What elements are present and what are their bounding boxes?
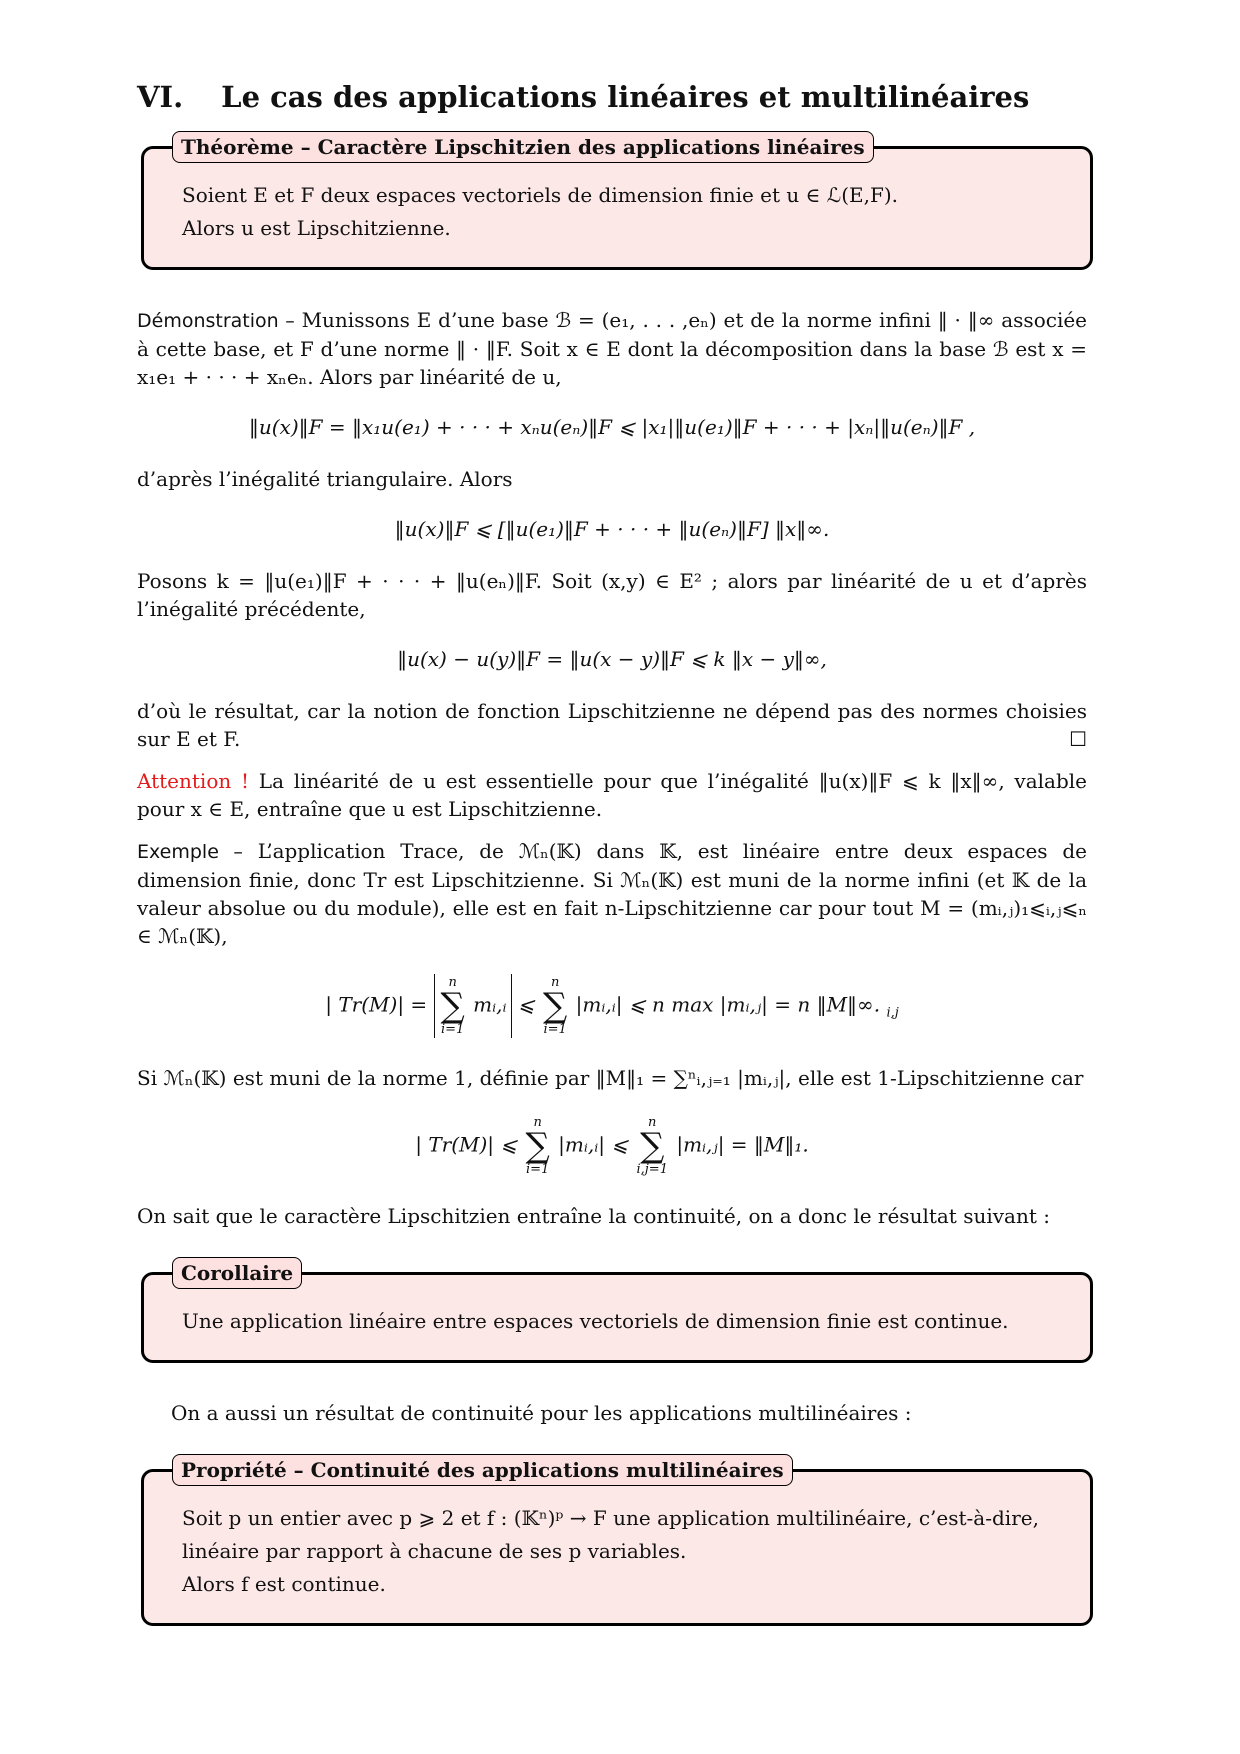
theorem-box [141,135,1093,270]
proof-paragraph-2: d’après l’inégalité triangulaire. Alors [137,467,513,491]
page [137,80,1087,1662]
property-label: Propriété – Continuité des applications multilinéaires [172,1454,793,1486]
sum-top: n [550,975,560,990]
section-title [137,80,1087,114]
sum-bottom: i,j=1 [636,1162,668,1177]
attention-label: Attention ! [137,769,250,793]
example-label: Exemple – [137,841,243,863]
proof-equation-1: ‖u(x)‖F = ‖x₁u(e₁) + · · · + xₙu(eₙ)‖F ⩽ |x₁|‖u(e₁)‖F + · · · + |xₙ|‖u(eₙ)‖F , [248,415,976,439]
proof-text-4: d’où le résultat, car la notion de fonction Lipschitzienne ne dépend pas des normes choisies sur E et F. [137,699,1087,751]
section-heading: Le cas des applications linéaires et multilinéaires [221,80,1030,114]
eq2-left: | Tr(M)| ⩽ [415,1132,518,1157]
example-equation-1 [137,974,1087,1038]
proof-paragraph-1 [137,306,1087,391]
example-equation-2 [137,1116,1087,1176]
theorem-line-1: Soient E et F deux espaces vectoriels de dimension finie et u ∈ ℒ(E,F). [182,183,898,207]
sum-bottom: i=1 [525,1162,550,1177]
corollary-label: Corollaire [172,1257,302,1289]
eq2-term-2: |mᵢ,ⱼ| = ‖M‖₁. [676,1132,809,1157]
eq1-sum-1 [441,976,465,1036]
eq1-sum1-term: mᵢ,ᵢ [473,992,507,1017]
eq1-right: |mᵢ,ᵢ| ⩽ n max |mᵢ,ⱼ| = n ‖M‖∞. [575,992,881,1017]
corollary-line-1: Une application linéaire entre espaces vectoriels de dimension finie est continue. [182,1309,1009,1333]
qed-square-icon: ☐ [1069,727,1087,751]
proof-paragraph-4 [137,697,1087,753]
eq1-left: | Tr(M)| = [325,992,428,1017]
sum-bottom: i=1 [441,1022,465,1037]
eq2-term-1: |mᵢ,ᵢ| ⩽ [558,1132,629,1157]
sigma-icon: ∑ [525,1126,550,1166]
eq1-sum-2 [543,976,567,1036]
proof-label: Démonstration – [137,310,295,332]
proof-text-1: Munissons E d’une base ℬ = (e₁, . . . ,eₙ) et de la norme infini ‖ · ‖∞ associée à cette base, et F d’une norme ‖ · ‖F. Soit x ∈ E dont la décomposition dans la base ℬ est x = x₁e₁ + · · · + xₙeₙ. Alors par linéarité de u, [137,308,1088,389]
eq1-abs-sum [434,974,512,1038]
example-paragraph-2: Si ℳₙ(𝕂) est muni de la norme 1, définie par ‖M‖₁ = ∑ⁿᵢ,ⱼ₌₁ |mᵢ,ⱼ|, elle est 1-Lipschitzienne car [137,1066,1084,1090]
attention-text: La linéarité de u est essentielle pour que l’inégalité ‖u(x)‖F ⩽ k ‖x‖∞, valable pour x ∈ E, entraîne que u est Lipschitzienne. [137,769,1088,821]
example-paragraph [137,837,1087,950]
sum-bottom: i=1 [543,1022,567,1037]
proof-paragraph-3: Posons k = ‖u(e₁)‖F + · · · + ‖u(eₙ)‖F. Soit (x,y) ∈ E² ; alors par linéarité de u et d’après l’inégalité précédente, [137,569,1087,621]
proof-equation-2: ‖u(x)‖F ⩽ [‖u(e₁)‖F + · · · + ‖u(eₙ)‖F] ‖x‖∞. [394,517,830,541]
sigma-icon: ∑ [543,986,568,1026]
section-number: VI. [137,80,184,114]
eq1-mid: ⩽ [517,992,535,1017]
sigma-icon: ∑ [640,1126,665,1166]
eq2-sum-1 [526,1116,550,1176]
sigma-icon: ∑ [440,986,465,1026]
proof-equation-3: ‖u(x) − u(y)‖F = ‖u(x − y)‖F ⩽ k ‖x − y‖∞, [397,647,827,671]
example-text: L’application Trace, de ℳₙ(𝕂) dans 𝕂, est linéaire entre deux espaces de dimension finie, donc Tr est Lipschitzienne. Si ℳₙ(𝕂) est muni de la norme infini (et 𝕂 de la valeur absolue ou du module), elle est en fait n-Lipschitzienne car pour tout M = (mᵢ,ⱼ)₁⩽ᵢ,ⱼ⩽ₙ ∈ ℳₙ(𝕂), [137,839,1088,948]
property-line-2: linéaire par rapport à chacune de ses p variables. [182,1539,687,1563]
eq1-max-sub: i,j [886,1005,899,1021]
eq2-sum-2 [636,1116,667,1176]
sum-top: n [648,1115,657,1130]
property-box [141,1458,1093,1626]
property-line-3: Alors f est continue. [182,1572,386,1596]
sum-top: n [448,975,457,990]
theorem-label: Théorème – Caractère Lipschitzien des applications linéaires [172,131,874,163]
theorem-line-2: Alors u est Lipschitzienne. [182,216,451,240]
transition-1: On sait que le caractère Lipschitzien entraîne la continuité, on a donc le résultat suivant : [137,1204,1050,1228]
sum-top: n [533,1115,542,1130]
attention-paragraph [137,767,1087,823]
corollary-box [141,1261,1093,1363]
transition-2: On a aussi un résultat de continuité pour les applications multilinéaires : [171,1401,912,1425]
property-line-1: Soit p un entier avec p ⩾ 2 et f : (𝕂ⁿ)ᵖ → F une application multilinéaire, c’est-à-dire, [182,1506,1039,1530]
